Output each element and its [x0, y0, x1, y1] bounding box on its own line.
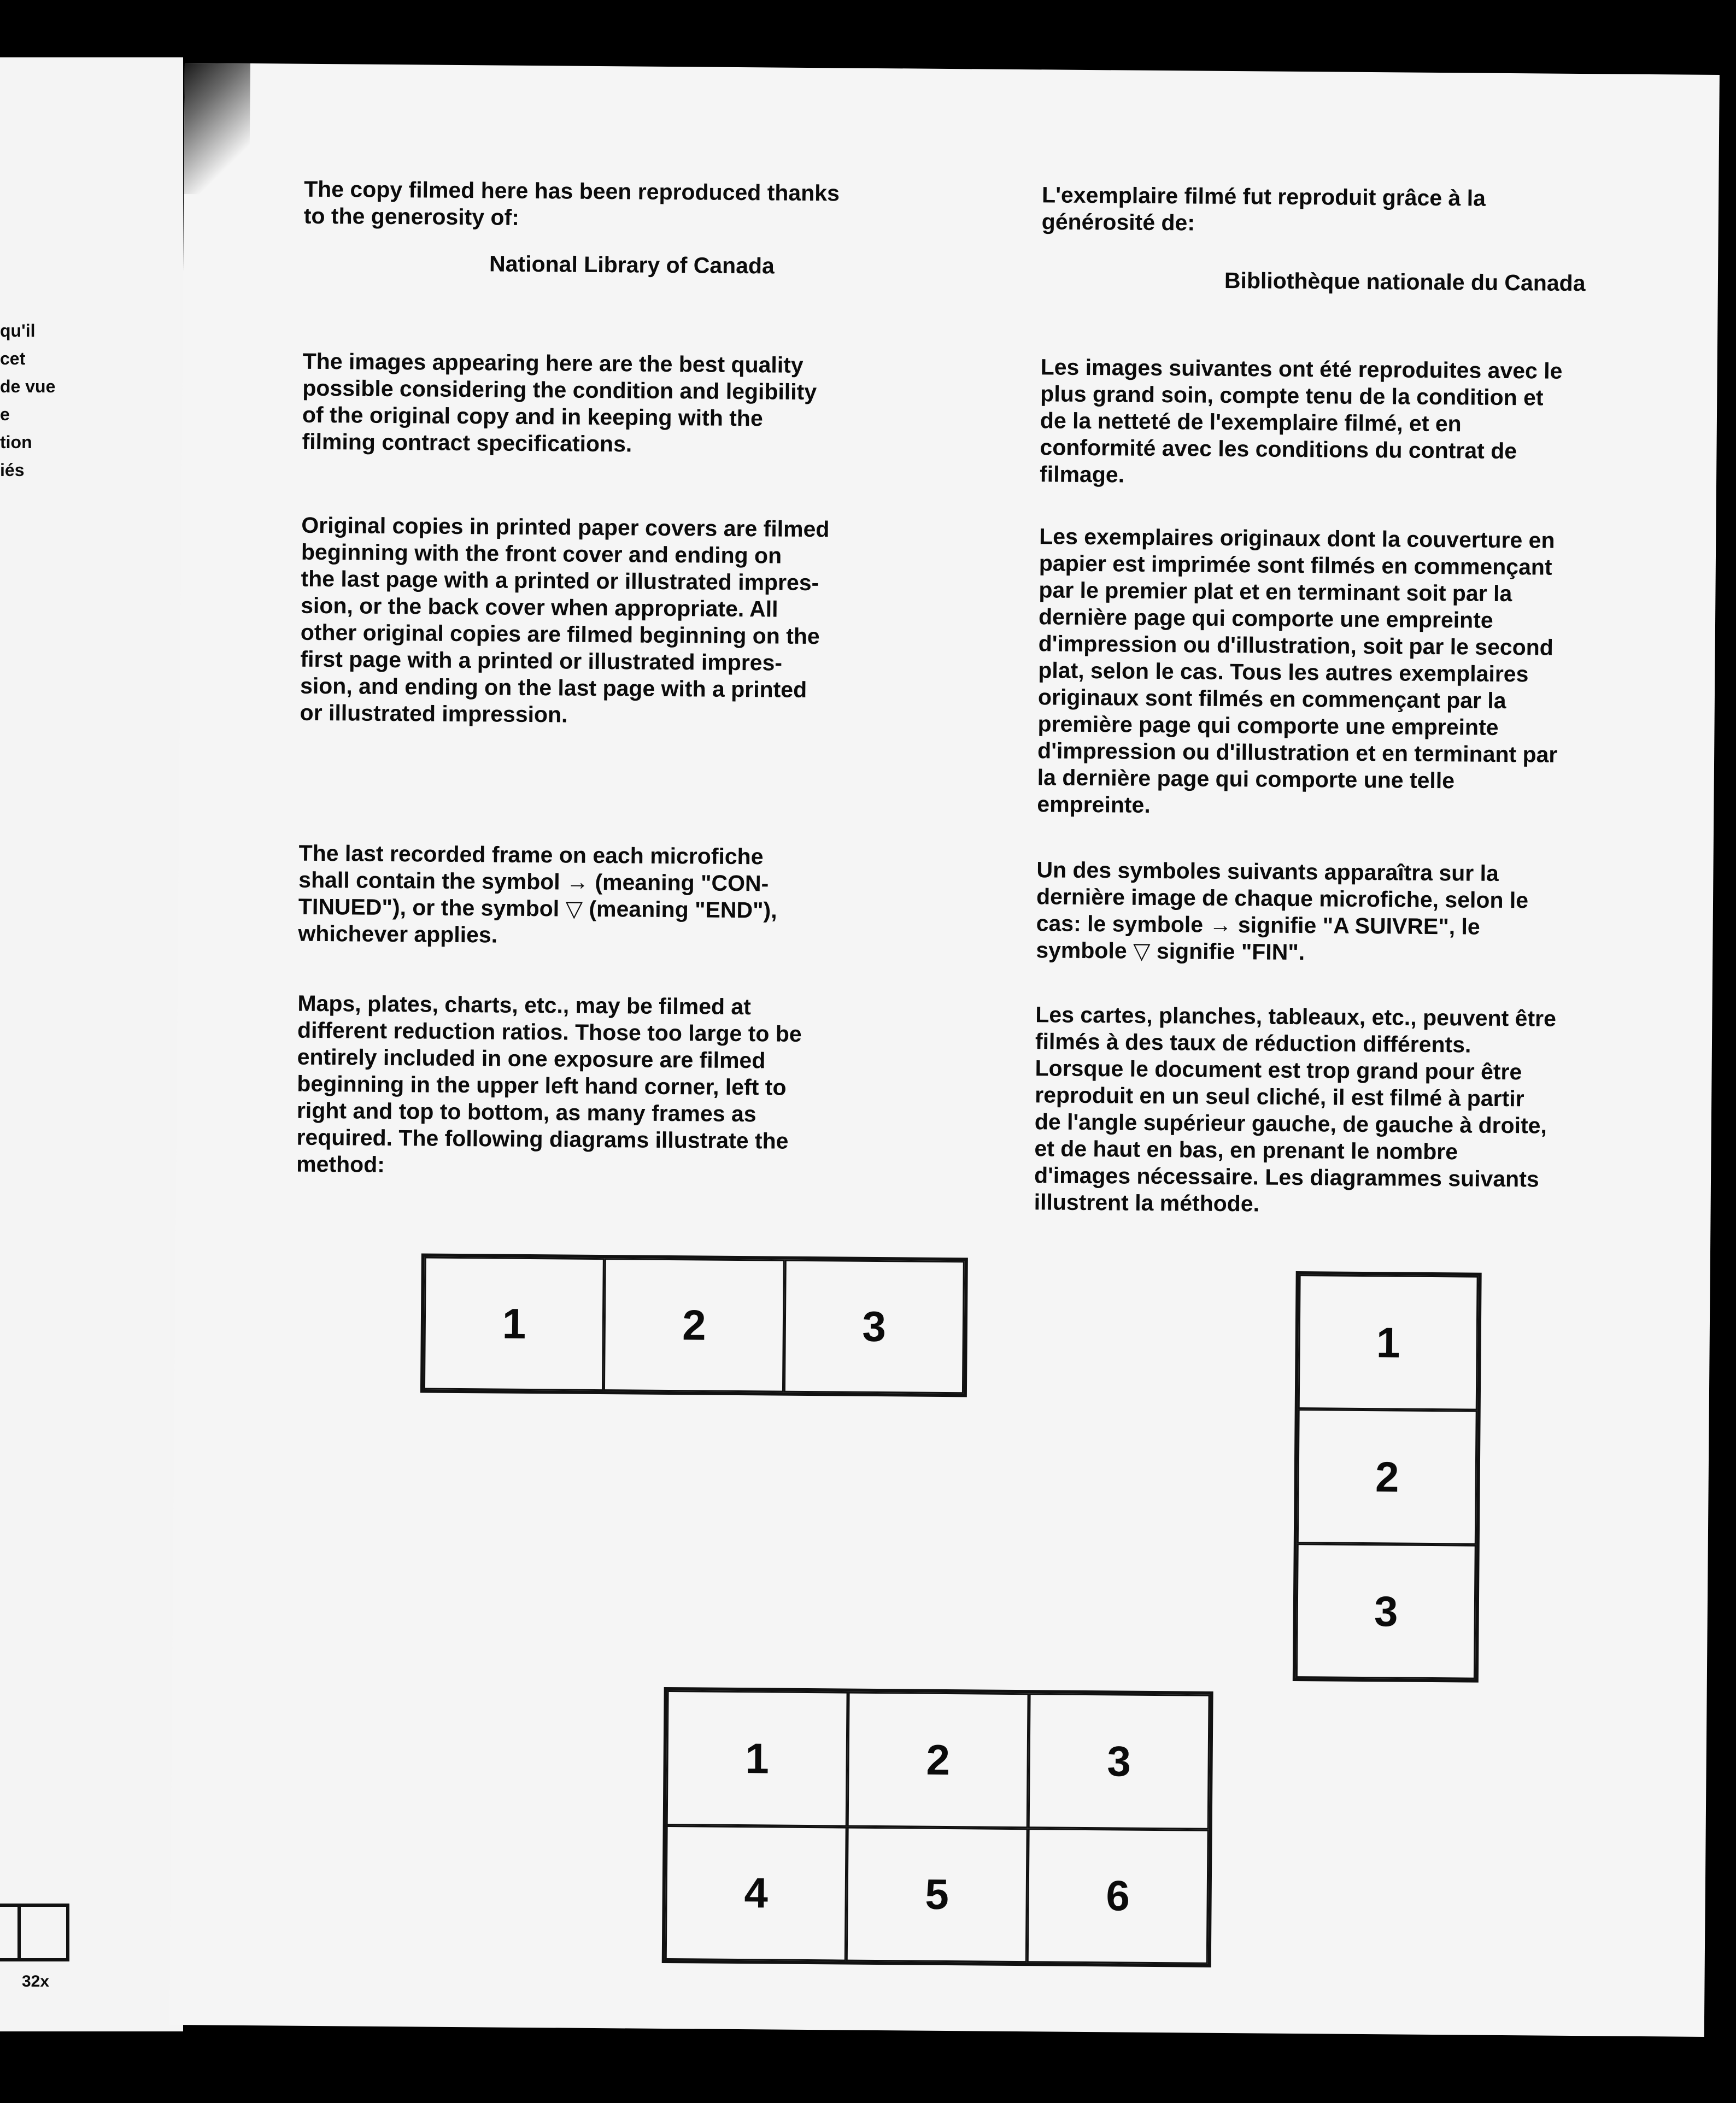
text-fragment: de vue — [0, 377, 56, 396]
frame-cell: 5 — [846, 1826, 1028, 1963]
previous-page-frame-boxes — [0, 1904, 73, 1961]
frame-cell: 3 — [1296, 1543, 1476, 1679]
frame-cell: 2 — [1297, 1409, 1477, 1545]
frame-cell: 1 — [1298, 1274, 1479, 1411]
fr-paragraph-maps: Les cartes, planches, tableaux, etc., peuvent être filmés à des taux de réduction différents. Lorsque le document est trop grand pour être reproduit en un seul cliché, il est filmé à partir de l'angle supérieur gauche, de gauche à droite, et de haut en bas, en prenant le nombre d'images nécessaire. Les diagrammes suivants illustrent la méthode. — [1034, 1002, 1557, 1217]
fr-acknowledgement: L'exemplaire filmé fut reproduit grâce à la générosité de: — [1041, 182, 1486, 236]
en-paragraph-symbols: The last recorded frame on each microfiche shall contain the symbol → (meaning "CON- TINUED"), or the symbol ▽ (meaning "END"), whichever applies. — [298, 840, 777, 948]
fr-paragraph-originals: Les exemplaires originaux dont la couverture en papier est imprimée sont filmés en commençant par le premier plat et en terminant soit par la dernière page qui comporte une empreinte d'impression ou d'illustration, soit par le second plat, selon le cas. Tous les autres exemplaires originaux sont filmés en commençant par la première page qui comporte une empreinte d'impression ou d'illustration et en terminant par la dernière page qui comporte une telle empreinte. — [1037, 524, 1558, 818]
page-fold-shadow — [184, 63, 250, 195]
text-fragment: e — [0, 404, 10, 424]
frame-cell: 6 — [1027, 1828, 1209, 1964]
text-fragment: cet — [0, 349, 26, 368]
reduction-label: 32x — [22, 1972, 50, 1990]
diagram-vertical — [1293, 1271, 1482, 1683]
fr-paragraph-quality: Les images suivantes ont été reproduites avec le plus grand soin, compte tenu de la condition et de la netteté de l'exemplaire filmé, et en conformité avec les conditions du contrat de filmage. — [1039, 354, 1563, 487]
text-fragment: qu'il — [0, 321, 36, 340]
frame-cell: 3 — [784, 1260, 965, 1394]
fr-paragraph-symbols: Un des symboles suivants apparaîtra sur la dernière image de chaque microfiche, selon le cas: le symbole → signifie "A SUIVRE", le symbole ▽ signifie "FIN". — [1036, 857, 1529, 965]
en-institution: National Library of Canada — [489, 251, 775, 279]
frame-cell: 1 — [424, 1257, 605, 1391]
frame-cell: 3 — [1028, 1693, 1210, 1829]
frame-cell: 2 — [603, 1258, 784, 1393]
diagram-horizontal — [420, 1253, 968, 1397]
fr-institution: Bibliothèque nationale du Canada — [1224, 267, 1586, 296]
text-fragment: tion — [0, 432, 32, 452]
diagram-grid — [662, 1687, 1213, 1967]
filming-notice-page — [169, 63, 1720, 2037]
frame-cell: 4 — [665, 1825, 847, 1961]
frame-cell: 2 — [847, 1692, 1029, 1828]
frame-cell: 1 — [666, 1690, 848, 1826]
en-acknowledgement: The copy filmed here has been reproduced thanks to the generosity of: — [303, 176, 840, 230]
frame-box — [17, 1904, 69, 1961]
en-paragraph-originals: Original copies in printed paper covers are filmed beginning with the front cover and ending on the last page with a printed or illustrated impres- sion, or the back cover when appropriate. All other original copies are filmed beginning on the first page with a printed or illustrated impres- sion, and ending on the last page with a printed or illustrated impression. — [300, 512, 830, 727]
en-paragraph-maps: Maps, plates, charts, etc., may be filmed at different reduction ratios. Those too large to be entirely included in one exposure are filmed beginning in the upper left hand corner, left to right and top to bottom, as many frames as required. The following diagrams illustrate the method: — [296, 990, 802, 1177]
previous-page-text — [0, 317, 55, 484]
previous-page-edge — [0, 57, 183, 2031]
text-fragment: iés — [0, 460, 25, 480]
en-paragraph-quality: The images appearing here are the best quality possible considering the condition and legibility of the original copy and in keeping with the filming contract specifications. — [302, 348, 817, 457]
